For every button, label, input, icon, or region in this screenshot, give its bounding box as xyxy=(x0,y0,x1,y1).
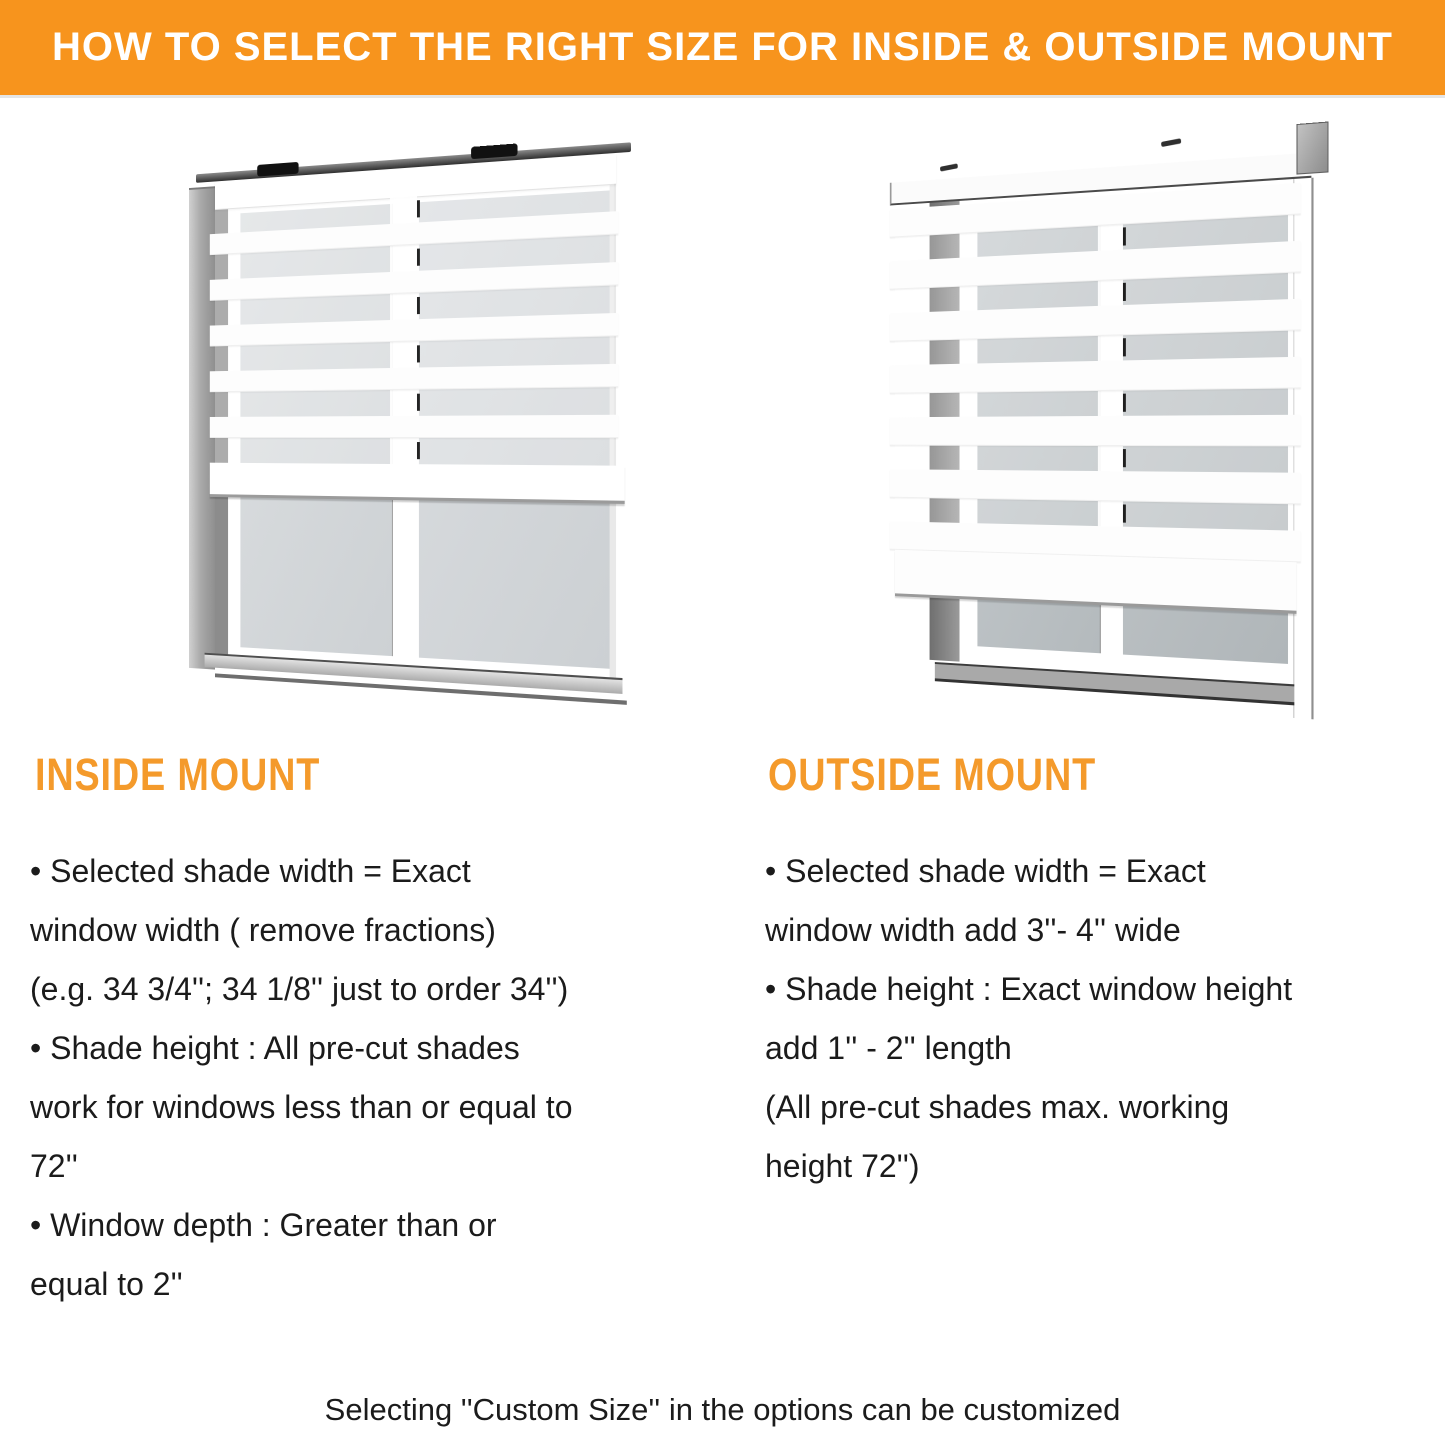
outside-mount-heading: OUTSIDE MOUNT xyxy=(768,749,1097,800)
mullion-shadow-ticks xyxy=(417,196,420,464)
bullet-text-line: • Shade height : Exact window height xyxy=(765,971,1293,1007)
bullet-text-line: height 72'') xyxy=(765,1148,920,1184)
zebra-shade-stripes xyxy=(215,184,614,466)
shade-bottom-bar xyxy=(210,463,625,504)
header-banner xyxy=(0,0,1445,95)
sheer-fabric-stripe xyxy=(895,388,1297,417)
bullet-text-line: window width ( remove fractions) xyxy=(30,912,496,948)
inside-mount-heading: INSIDE MOUNT xyxy=(35,749,321,800)
mounting-bracket xyxy=(1296,121,1328,174)
bullet-text-line: equal to 2'' xyxy=(30,1266,183,1302)
inside-mount-window xyxy=(189,148,616,726)
window-sill xyxy=(935,662,1295,705)
bullet-text-line: • Window depth : Greater than or xyxy=(30,1207,497,1243)
screw-mark xyxy=(1161,138,1181,147)
bullet-text-line: • Selected shade width = Exact xyxy=(30,853,471,889)
bullet-text-line: • Shade height : All pre-cut shades xyxy=(30,1030,520,1066)
bullet-text-line: 72'' xyxy=(30,1148,78,1184)
solid-fabric-stripe xyxy=(210,415,618,438)
mullion-shadow-ticks xyxy=(1123,194,1126,557)
banner-title: HOW TO SELECT THE RIGHT SIZE FOR INSIDE & OUTSIDE MOUNT xyxy=(52,25,1393,69)
bullet-text-line: window width add 3''- 4'' wide xyxy=(765,912,1181,948)
bullet-text-line: add 1'' - 2'' length xyxy=(765,1030,1012,1066)
bullet-text-line: • Selected shade width = Exact xyxy=(765,853,1206,889)
zebra-shade-stripes xyxy=(895,183,1297,562)
outside-mount-bullets xyxy=(765,842,1445,1196)
bullet-text-line: (e.g. 34 3/4''; 34 1/8'' just to order 34'') xyxy=(30,971,569,1007)
sheer-fabric-stripe xyxy=(215,438,614,466)
bullet-text-line: (All pre-cut shades max. working xyxy=(765,1089,1230,1125)
sheer-fabric-stripe xyxy=(895,446,1297,473)
bullet-text-line: work for windows less than or equal to xyxy=(30,1089,573,1125)
screw-mark xyxy=(940,163,958,171)
inside-mount-bullets xyxy=(30,842,720,1314)
outside-mount-illustration xyxy=(846,134,1352,750)
outside-mount-window xyxy=(890,130,1327,748)
inside-mount-illustration xyxy=(150,146,636,724)
sheer-fabric-stripe xyxy=(215,387,614,417)
solid-fabric-stripe xyxy=(890,415,1301,447)
footer-note: Selecting ''Custom Size'' in the options can be customized xyxy=(324,1392,1121,1427)
